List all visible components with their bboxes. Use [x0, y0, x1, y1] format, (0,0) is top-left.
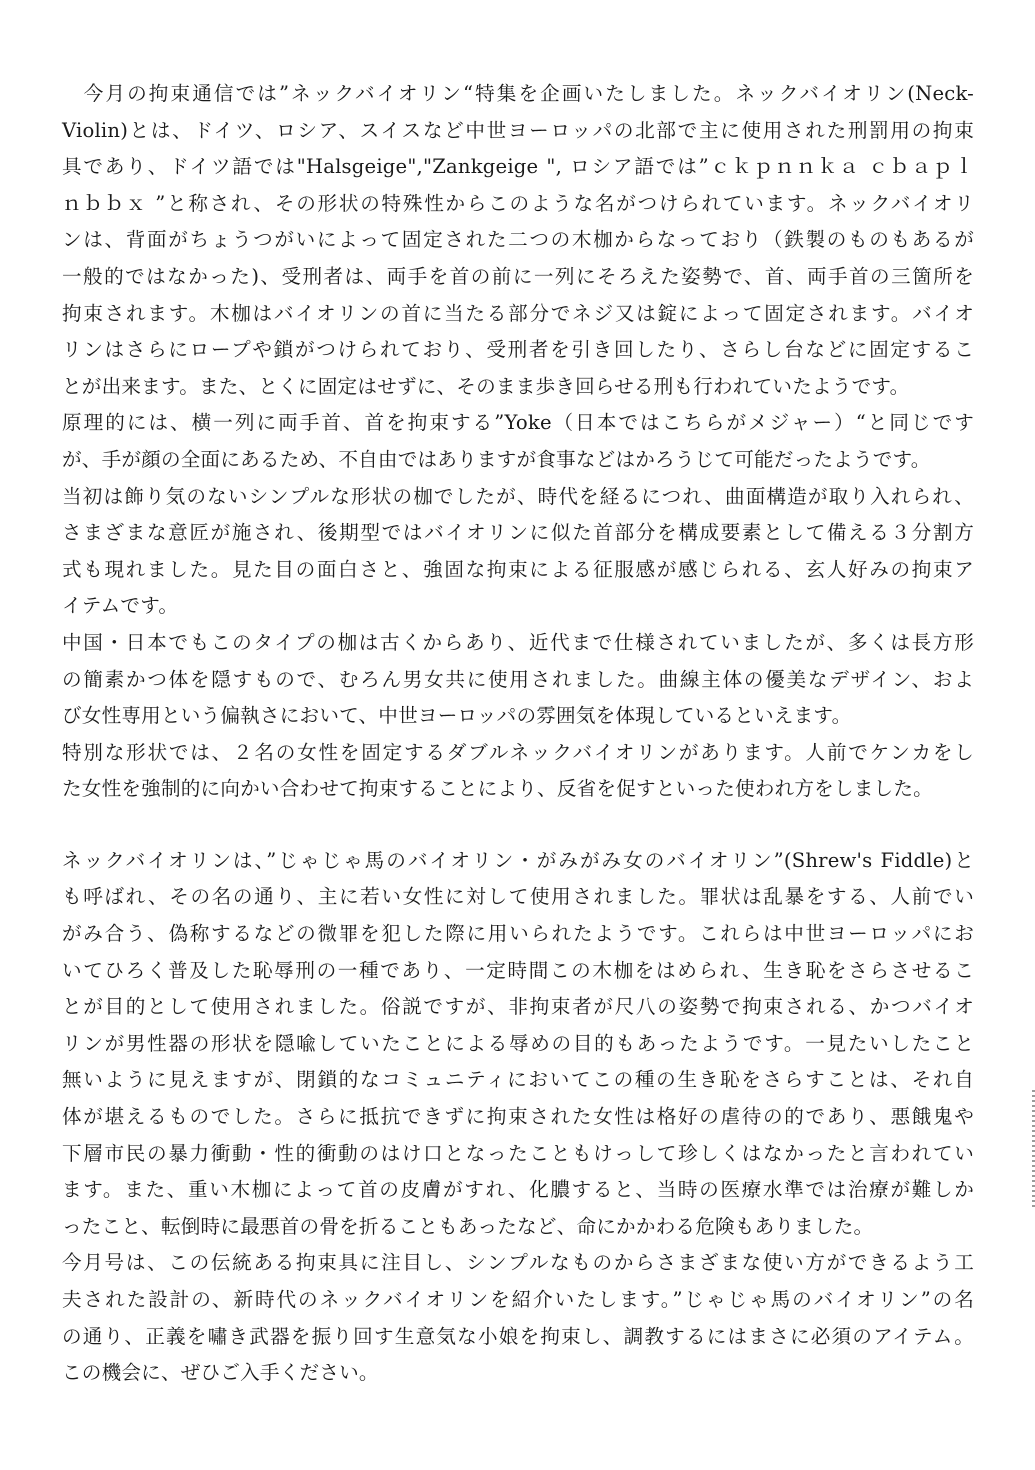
document-page [62, 76, 974, 1392]
text-line: 体が堪えるものでした。さらに抵抗できずに拘束された女性は格好の虐待の的であり、悪餓鬼や [62, 1105, 974, 1129]
text-line: この機会に、ぜひご入手ください。 [62, 1361, 379, 1385]
text-line: 原理的には、横一列に両手首、首を拘束する”Yoke（日本ではこちらがメジャー）“と同じです [62, 411, 974, 435]
text-line: ンは、背面がちょうつがいによって固定された二つの木枷からなっており（鉄製のものもあるが [62, 228, 974, 252]
text-line: リンはさらにロープや鎖がつけられており、受刑者を引き回したり、さらし台などに固定するこ [62, 338, 974, 362]
text-line: リンが男性器の形状を隠喩していたことによる辱めの目的もあったようです。一見たいしたこと [62, 1031, 974, 1055]
text-line: がみ合う、偽称するなどの微罪を犯した際に用いられたようです。これらは中世ヨーロッパにお [62, 922, 974, 946]
paragraph-block-2 [62, 843, 974, 1392]
text-line: とが出来ます。また、とくに固定はせずに、そのまま歩き回らせる刑も行われていたようです。 [62, 374, 910, 398]
text-line: が、手が顔の全面にあるため、不自由ではありますが食事などはかろうじて可能だったようです。 [62, 447, 931, 471]
text-line: 一般的ではなかった)、受刑者は、両手を首の前に一列にそろえた姿勢で、首、両手首の三箇所を [62, 264, 974, 288]
paragraph-gap [62, 808, 974, 843]
text-line: 無いように見えますが、閉鎖的なコミュニティにおいてこの種の生き恥をさらすことは、それ自 [62, 1068, 974, 1092]
text-line: 下層市民の暴力衝動・性的衝動のはけ口となったこともけっして珍しくはなかったと言われてい [62, 1141, 974, 1165]
text-line: 今月の拘束通信では”ネックバイオリン“特集を企画いたしました。ネックバイオリン(Neck- [62, 82, 974, 105]
text-line: 夫された設計の、新時代のネックバイオリンを紹介いたします。”じゃじゃ馬のバイオリン”の名 [62, 1288, 974, 1311]
text-line: ｎｂｂｘ ”と称され、その形状の特殊性からこのような名がつけられています。ネックバイオリ [62, 191, 974, 215]
text-line: た女性を強制的に向かい合わせて拘束することにより、反省を促すといった使われ方をしました。 [62, 777, 933, 801]
text-line: 中国・日本でもこのタイプの枷は古くからあり、近代まで仕様されていましたが、多くは長方形 [62, 630, 974, 654]
text-line: ネックバイオリンは、”じゃじゃ馬のバイオリン・がみがみ女のバイオリン”(Shrew's Fiddle)と [62, 848, 974, 872]
text-line: び女性専用という偏執さにおいて、中世ヨーロッパの雰囲気を体現しているといえます。 [62, 704, 852, 728]
text-line: さまざまな意匠が施され、後期型ではバイオリンに似た首部分を構成要素として備える３分割方 [62, 521, 974, 545]
text-line: の簡素かつ体を隠すもので、むろん男女共に使用されました。曲線主体の優美なデザイン、およ [62, 667, 974, 691]
text-line: ます。また、重い木枷によって首の皮膚がすれ、化膿すると、当時の医療水準では治療が難しか [62, 1178, 974, 1202]
text-line: イテムです。 [62, 594, 179, 618]
text-line: 特別な形状では、２名の女性を固定するダブルネックバイオリンがあります。人前でケンカをし [62, 740, 974, 764]
text-line: も呼ばれ、その名の通り、主に若い女性に対して使用されました。罪状は乱暴をする、人前でい [62, 885, 974, 909]
text-line: いてひろく普及した恥辱刑の一種であり、一定時間この木枷をはめられ、生き恥をさらさせるこ [62, 958, 974, 982]
text-line: の通り、正義を嘯き武器を振り回す生意気な小娘を拘束し、調教するにはまさに必須のアイテム。 [62, 1324, 974, 1348]
paragraph-block-1 [62, 76, 974, 808]
text-line: とが目的として使用されました。俗説ですが、非拘束者が尺八の姿勢で拘束される、かつバイオ [62, 995, 974, 1019]
text-line: 今月号は、この伝統ある拘束具に注目し、シンプルなものからさまざまな使い方ができるよう工 [62, 1251, 974, 1275]
text-line: 具であり、ドイツ語では"Halsgeige","Zankgeige ", ロシア語では”ｃｋｐｎｎｋａ ｃｂａｐｌ [62, 155, 974, 179]
text-line: 式も現れました。見た目の面白さと、強固な拘束による征服感が感じられる、玄人好みの拘束ア [62, 557, 974, 581]
text-line: Violin)とは、ドイツ、ロシア、スイスなど中世ヨーロッパの北部で主に使用された刑罰用の拘束 [62, 118, 974, 142]
text-line: 拘束されます。木枷はバイオリンの首に当たる部分でネジ又は錠によって固定されます。バイオ [62, 301, 974, 325]
text-line: 当初は飾り気のないシンプルな形状の枷でしたが、時代を経るにつれ、曲面構造が取り入れられ、 [62, 484, 975, 508]
text-line: ったこと、転倒時に最悪首の骨を折ることもあったなど、命にかかわる危険もありました。 [62, 1214, 874, 1238]
